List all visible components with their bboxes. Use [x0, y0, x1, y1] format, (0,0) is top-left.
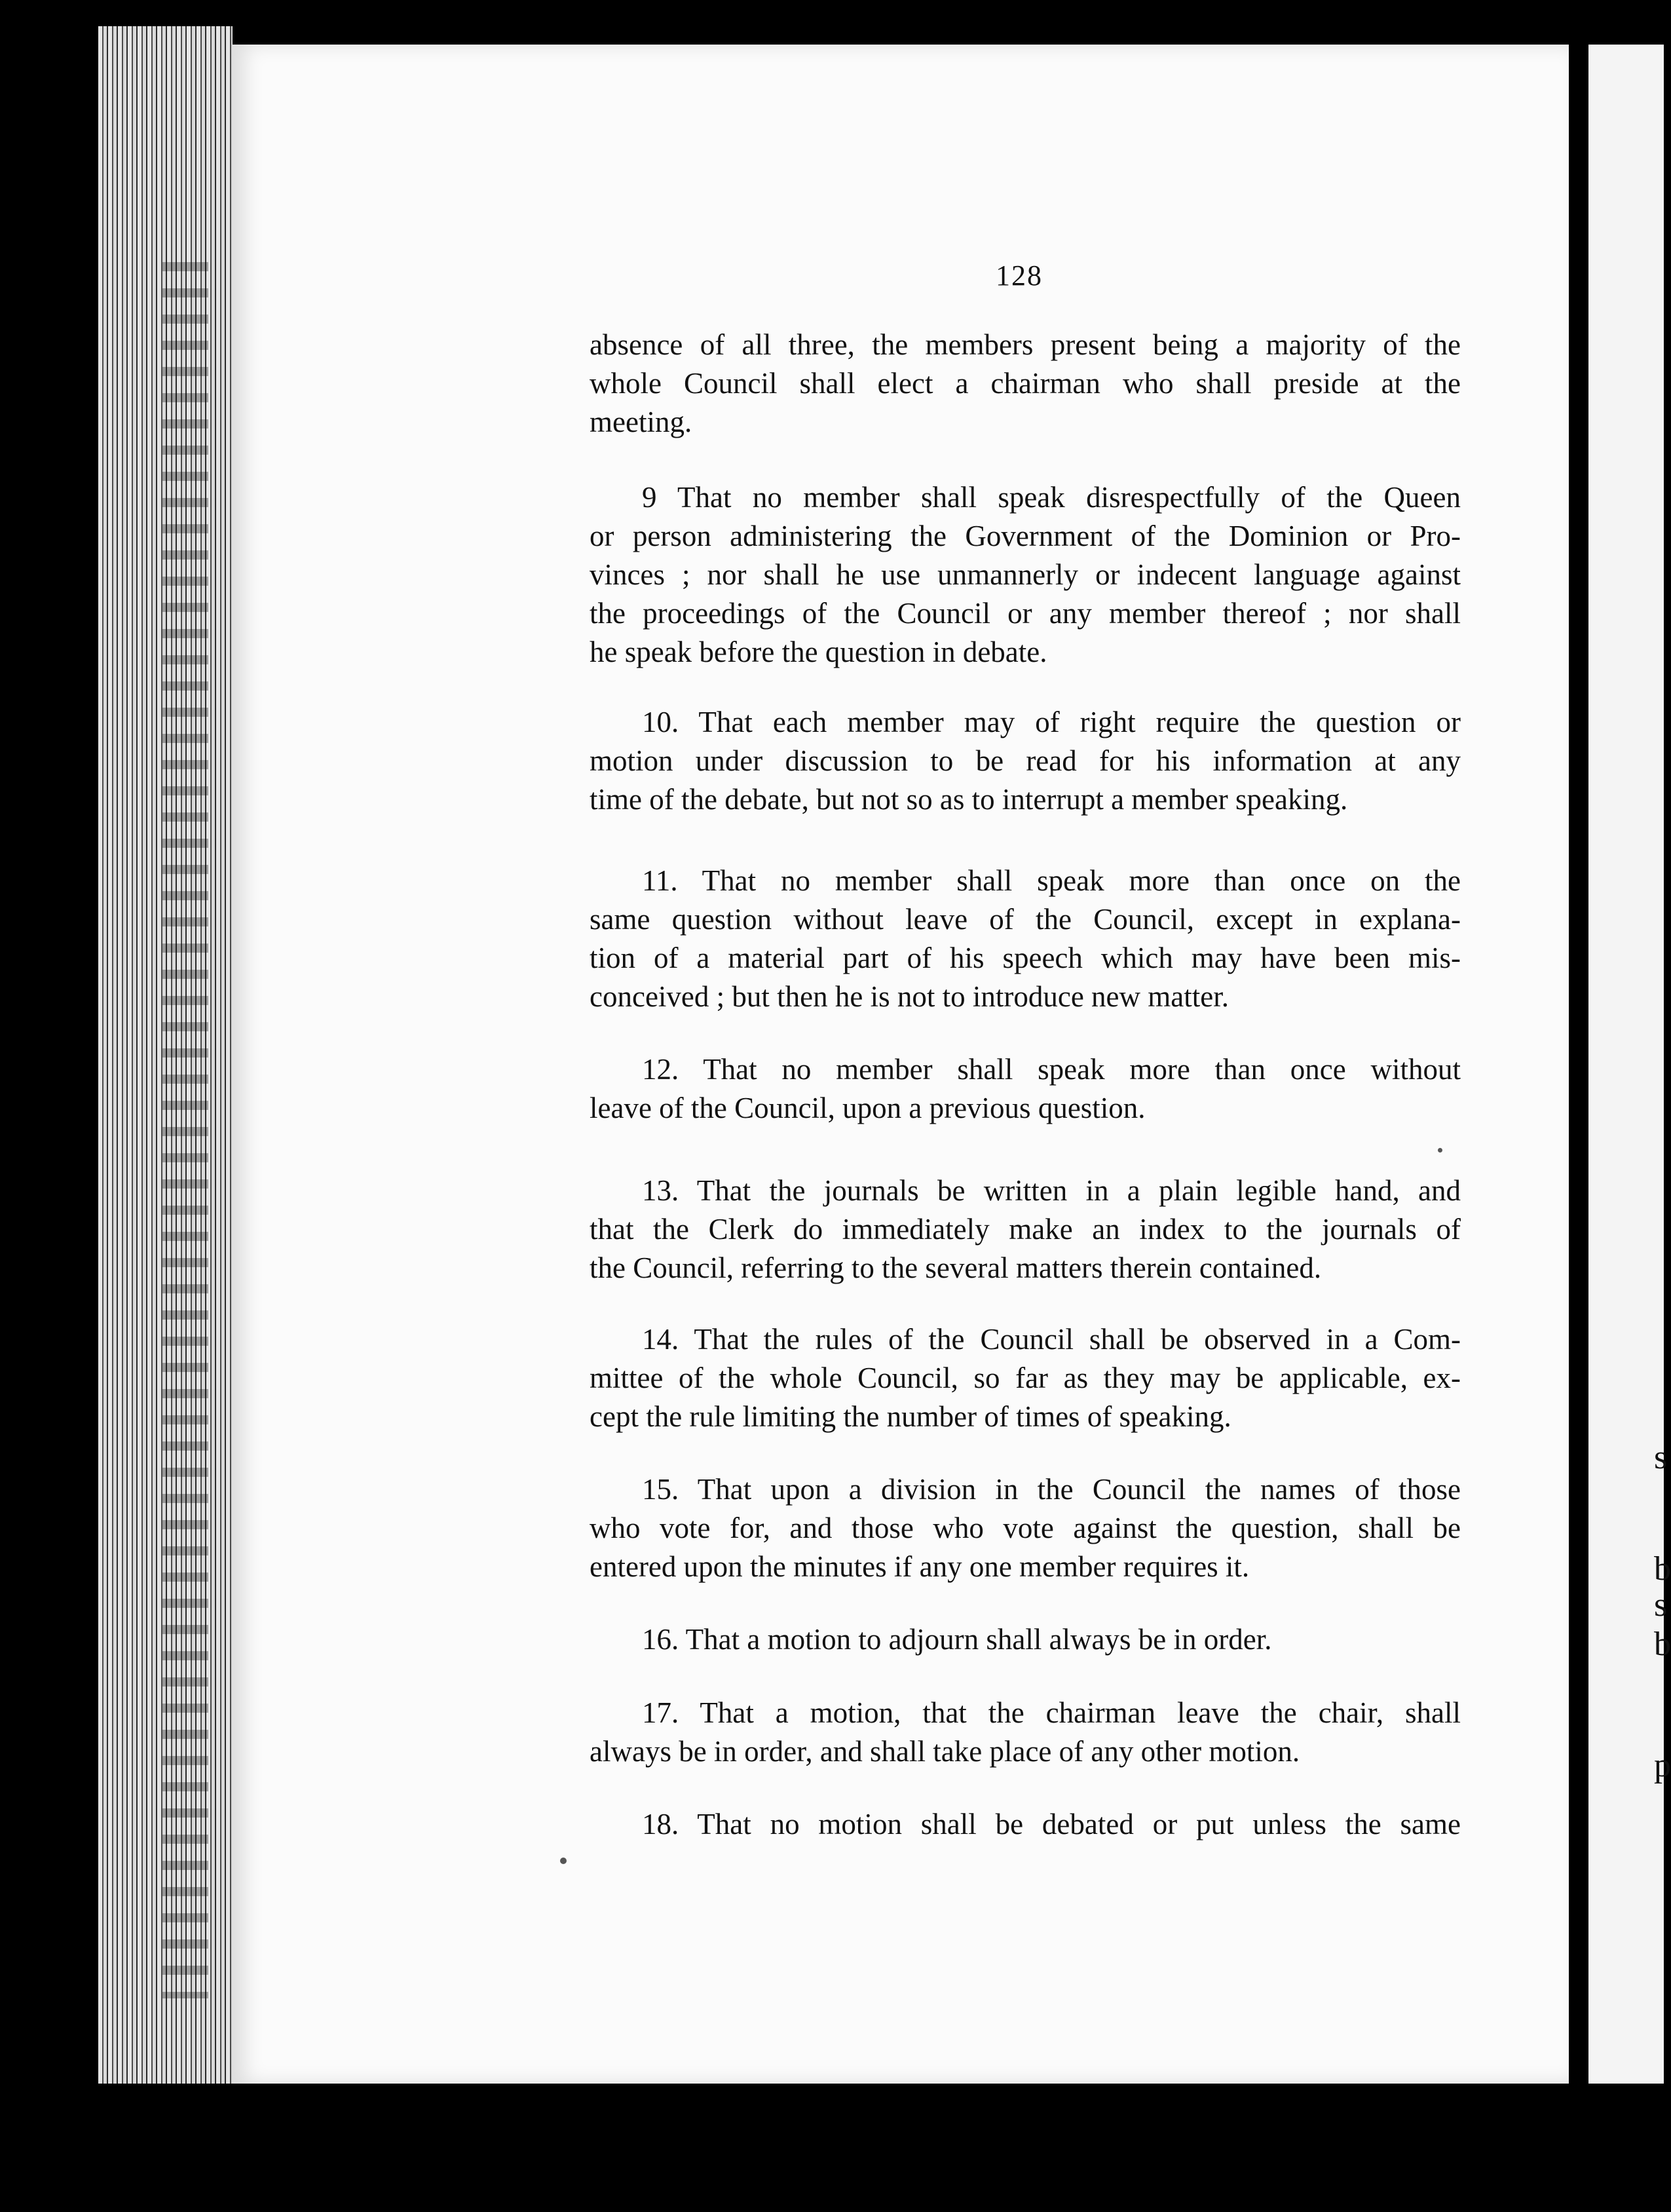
ink-speck: [560, 1858, 567, 1864]
rule-15-first-line: 15. That upon a division in the Council the names of those: [642, 1473, 1461, 1506]
text-line: mittee of the whole Council, so far as they may be applicable, ex-: [590, 1362, 1461, 1394]
text-line: or person administering the Government of the Dominion or Pro-: [590, 520, 1461, 552]
text-line: vinces ; nor shall he use unmannerly or indecent language against: [590, 558, 1461, 591]
text-line: the Council, referring to the several matters therein contained.: [590, 1251, 1322, 1284]
rule-14-first-line: 14. That the rules of the Council shall be observed in a Com-: [642, 1323, 1461, 1356]
rule-17-first-line: 17. That a motion, that the chairman leave the chair, shall: [642, 1696, 1461, 1729]
text-line: entered upon the minutes if any one member requires it.: [590, 1550, 1250, 1583]
rule-12-first-line: 12. That no member shall speak more than once without: [642, 1053, 1461, 1086]
rule-18-first-line: 18. That no motion shall be debated or put unless the same: [642, 1808, 1461, 1840]
text-line: tion of a material part of his speech which may have been mis-: [590, 942, 1461, 974]
text-line: the proceedings of the Council or any member thereof ; nor shall: [590, 597, 1461, 630]
text-line: time of the debate, but not so as to interrupt a member speaking.: [590, 783, 1348, 816]
rule-16-line: 16. That a motion to adjourn shall always be in order.: [642, 1623, 1272, 1656]
facing-page-fragment: b: [1654, 1626, 1671, 1663]
text-line: cept the rule limiting the number of times of speaking.: [590, 1400, 1231, 1433]
page-gutter: [1569, 0, 1588, 2212]
page-number: 128: [996, 259, 1043, 292]
facing-page-edge: [1588, 45, 1664, 2084]
text-line: always be in order, and shall take place of any other motion.: [590, 1735, 1300, 1768]
binding-strip-marks: [162, 262, 208, 1998]
text-line: meeting.: [590, 406, 692, 438]
facing-page-fragment: s: [1654, 1439, 1668, 1476]
text-line: motion under discussion to be read for his information at any: [590, 744, 1461, 777]
text-line: leave of the Council, upon a previous question.: [590, 1092, 1146, 1124]
rule-13-first-line: 13. That the journals be written in a plain legible hand, and: [642, 1174, 1461, 1207]
facing-page-fragment: b: [1654, 1550, 1671, 1588]
ink-speck: [1438, 1148, 1442, 1153]
text-line: whole Council shall elect a chairman who shall preside at the: [590, 367, 1461, 400]
rule-9-first-line: 9 That no member shall speak disrespectfully of the Queen: [642, 481, 1461, 514]
text-line: absence of all three, the members present being a majority of the: [590, 328, 1461, 361]
text-line: same question without leave of the Council, except in explana-: [590, 903, 1461, 936]
facing-page-fragment: p: [1654, 1747, 1671, 1784]
rule-10-first-line: 10. That each member may of right require the question or: [642, 706, 1461, 738]
facing-page-fragment: s: [1654, 1586, 1668, 1624]
text-line: conceived ; but then he is not to introduce new matter.: [590, 980, 1229, 1013]
text-line: who vote for, and those who vote against the question, shall be: [590, 1512, 1461, 1544]
text-line: that the Clerk do immediately make an index to the journals of: [590, 1213, 1461, 1246]
text-line: he speak before the question in debate.: [590, 636, 1047, 668]
rule-11-first-line: 11. That no member shall speak more than once on the: [642, 864, 1461, 897]
